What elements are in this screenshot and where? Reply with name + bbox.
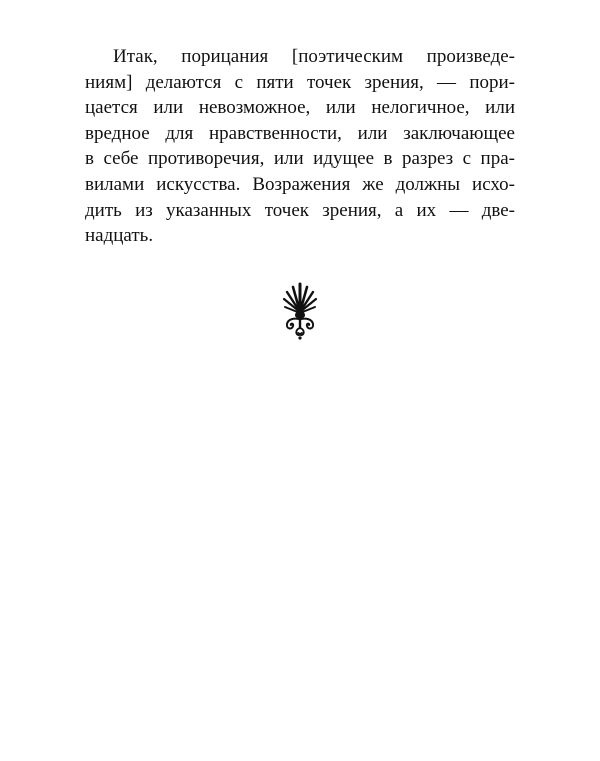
text-line: Итак, порицания [поэтическим произведе- [113,46,515,67]
text-line: вредное для нравственности, или заключающее [85,122,515,144]
text-line: цается или невозможное, или нелогичное, или [85,97,515,119]
text-paragraph [85,44,515,249]
text-line: надцать. [85,225,154,247]
text-line: вилами искусства. Возражения же должны исхо- [85,173,515,195]
palmette-icon [282,282,318,340]
text-line: ниям] делаются с пяти точек зрения, — пори- [85,71,515,93]
text-line: в себе противоречия, или идущее в разрез с пра- [85,148,515,170]
text-line: дить из указанных точек зрения, а их — две- [85,199,515,221]
